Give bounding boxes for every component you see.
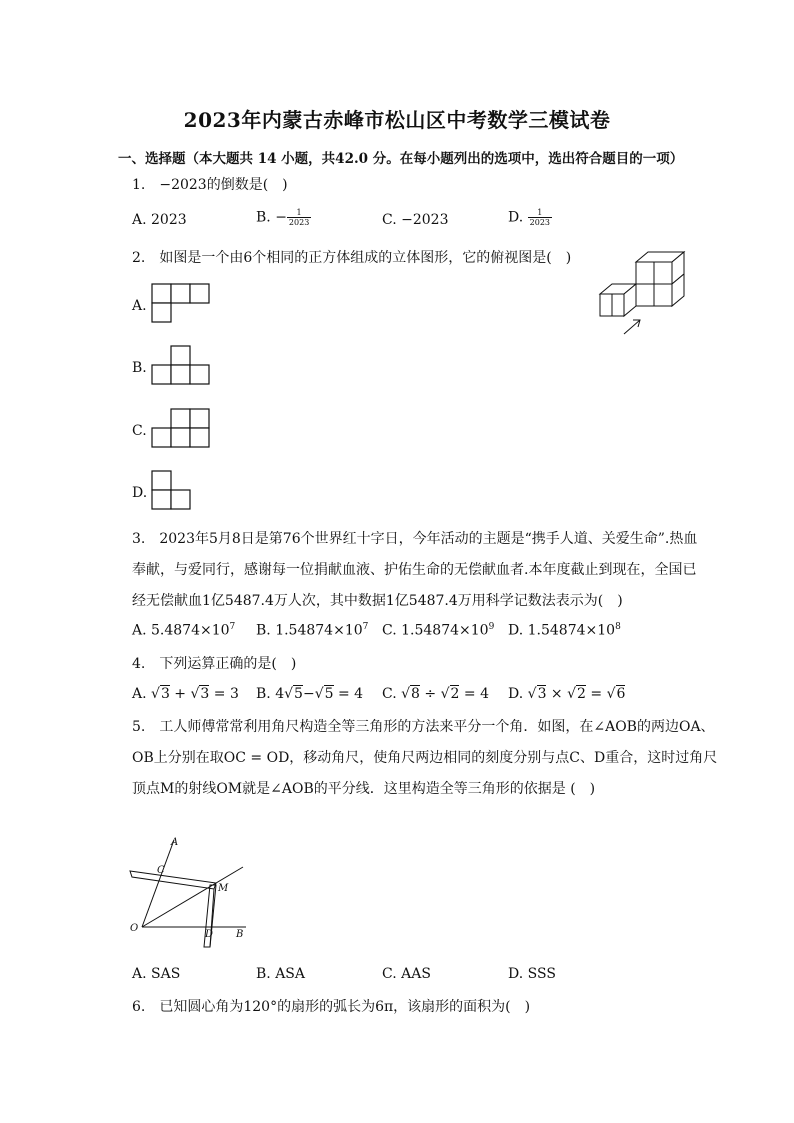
q2-option-d-label: D. (132, 485, 148, 501)
q5-option-c: C. AAS (382, 966, 431, 982)
question-3-line-1: 3. 2023年5月8日是第76个世界红十字日，今年活动的主题是“携手人道、关爱生命”.热血 (132, 531, 698, 547)
q5-option-a: A. SAS (132, 966, 181, 982)
q1-option-a: A. 2023 (132, 212, 187, 228)
q2-option-b-figure (151, 345, 211, 385)
q5-option-b: B. ASA (256, 966, 305, 982)
q2-option-a-label: A. (132, 298, 147, 314)
question-5-line-2: OB上分别在取OC = OD，移动角尺，使角尺两边相同的刻度分别与点C、D重合，这时过角尺 (132, 750, 718, 766)
q2-option-b-label: B. (132, 360, 147, 376)
q1-option-d: D. $\frac{1}{2023}$ (508, 208, 550, 227)
q3-option-d: D. $1.54874\times 10^8$ (508, 622, 621, 639)
q2-option-c-figure (151, 408, 211, 448)
question-5-line-3: 顶点M的射线OM就是∠AOB的平分线．这里构造全等三角形的依据是 ( ) (132, 781, 596, 797)
label-b: B (236, 929, 244, 940)
label-a: A (171, 837, 179, 848)
question-1: 1. −2023的倒数是( ) (132, 177, 288, 193)
q1-option-c: C. −2023 (382, 212, 449, 228)
q5-option-d: D. SSS (508, 966, 556, 982)
q4-option-b: B. 4√5−√5 = 4 (256, 686, 364, 702)
question-3-line-3: 经无偿献血1亿5487.4万人次，其中数据1亿5487.4万用科学记数法表示为( ) (132, 593, 623, 609)
q2-solid-figure (596, 248, 696, 343)
label-c: C (157, 865, 165, 876)
q2-option-a-figure (151, 283, 211, 323)
q4-option-c: C. √8 ÷ √2 = 4 (382, 686, 489, 702)
question-3-line-2: 奉献，与爱同行，感谢每一位捐献血液、护佑生命的无偿献血者.本年度截止到现在，全国已 (132, 562, 697, 578)
question-6: 6. 已知圆心角为120°的扇形的弧长为6π，该扇形的面积为( ) (132, 999, 531, 1015)
label-o: O (130, 923, 139, 934)
q3-option-a: A. $5.4874\times 10^7$ (132, 622, 236, 639)
q3-option-b: B. $1.54874\times 10^7$ (256, 622, 369, 639)
label-m: M (218, 883, 229, 894)
q2-option-c-label: C. (132, 423, 147, 439)
section-heading: 一、选择题（本大题共 14 小题，共42.0 分。在每小题列出的选项中，选出符合题目的一项） (118, 151, 684, 167)
question-5-line-1: 5. 工人师傅常常利用角尺构造全等三角形的方法来平分一个角．如图，在∠AOB的两边OA、 (132, 719, 715, 735)
label-d: D (205, 929, 214, 940)
question-2: 2. 如图是一个由6个相同的正方体组成的立体图形，它的俯视图是( ) (132, 250, 572, 266)
q4-option-a: A. √3 + √3 = 3 (132, 686, 239, 702)
q1-option-b: B. − $\frac{1}{2023}$ (256, 208, 310, 227)
q2-option-d-figure (151, 470, 211, 510)
q3-option-c: C. $1.54874\times 10^9$ (382, 622, 495, 639)
page-title: 2023年内蒙古赤峰市松山区中考数学三模试卷 (183, 108, 611, 132)
q4-option-d: D. √3 × √2 = √6 (508, 686, 626, 702)
question-4: 4. 下列运算正确的是( ) (132, 656, 297, 672)
q5-angle-figure (128, 835, 258, 945)
